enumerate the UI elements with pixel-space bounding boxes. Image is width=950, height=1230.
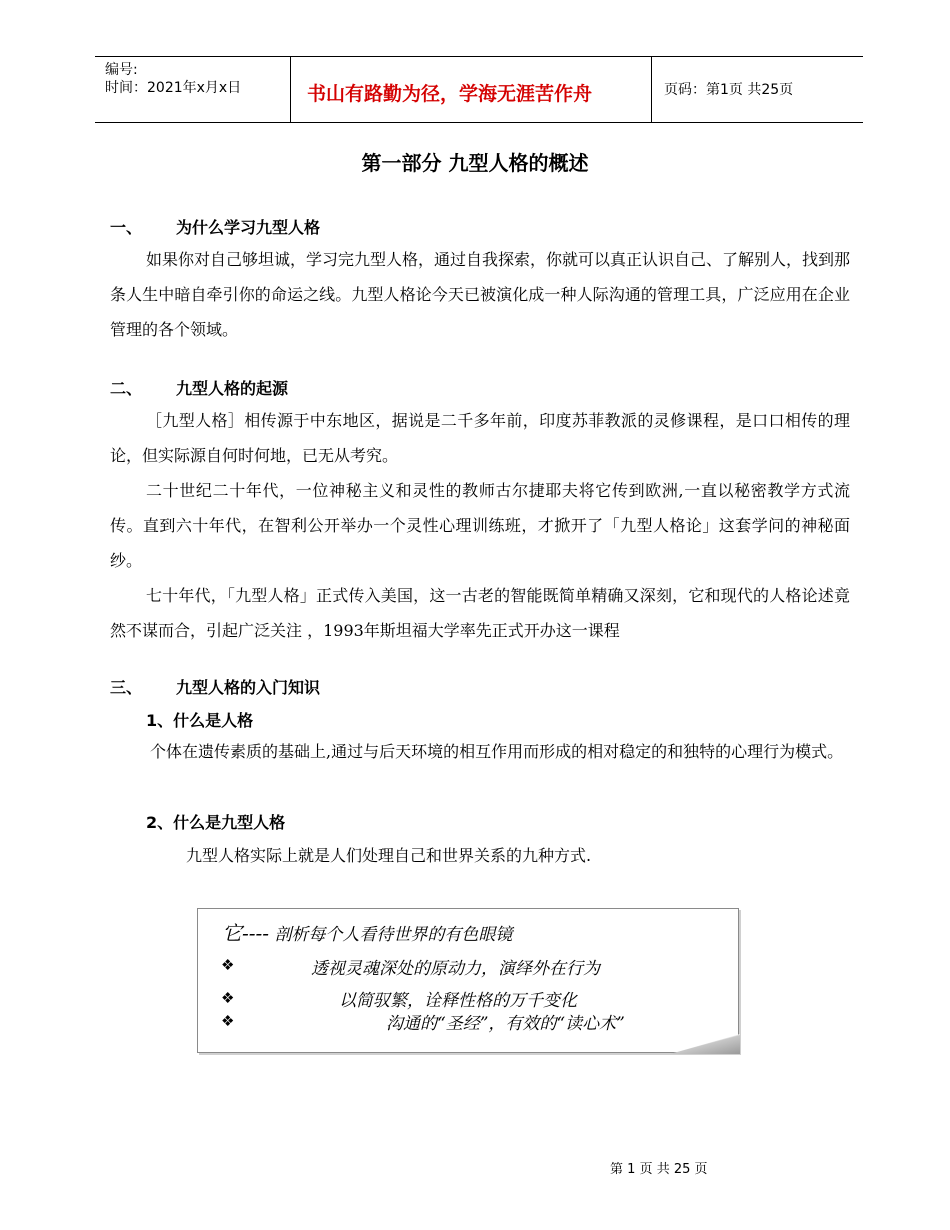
- header-divider-right: [651, 57, 652, 123]
- footer-suffix: 页: [694, 1162, 708, 1177]
- diamond-bullet-icon: ❖: [221, 1012, 235, 1030]
- diamond-bullet-icon: ❖: [221, 956, 235, 974]
- footer-total-pages: 25: [673, 1162, 691, 1177]
- footer-middle: 页 共: [639, 1162, 670, 1177]
- section-number: 一、: [110, 218, 143, 237]
- callout-text: 剖析每个人看待世界的有色眼镜: [274, 925, 513, 945]
- header-top-border: [95, 56, 863, 57]
- footer-page-number: 1: [627, 1162, 636, 1177]
- section-title: 为什么学习九型人格: [176, 218, 321, 237]
- paragraph: 七十年代，「九型人格」正式传入美国，这一古老的智能既简单精确又深刻，它和现代的人格论述竟然不谋而合，引起广泛关注 ，1993年斯坦福大学率先正式开办这一课程: [110, 586, 850, 640]
- header-motto: 书山有路勤为径，学海无涯苦作舟: [307, 83, 593, 105]
- section-heading-3: [110, 675, 320, 698]
- paragraph: 二十世纪二十年代，一位神秘主义和灵性的教师古尔捷耶夫将它传到欧洲,一直以秘密教学方式流传。直到六十年代，在智利公开举办一个灵性心理训练班，才掀开了「九型人格论」这套学问的神秘面纱。: [110, 481, 850, 570]
- section-number: 三、: [110, 678, 143, 697]
- page-curl-decoration: [670, 1034, 740, 1054]
- header-page-code: 页码：第1页 共25页: [664, 82, 794, 98]
- header-time: 时间：2021年x月x日: [105, 80, 242, 96]
- header-divider-left: [290, 57, 291, 123]
- section-number: 二、: [110, 379, 143, 398]
- paragraph: 个体在遗传素质的基础上,通过与后天环境的相互作用而形成的相对稳定的和独特的心理行为模式。: [150, 742, 844, 761]
- section-heading-2: [110, 376, 288, 399]
- callout-line-2: 以简驭繁，诠释性格的万千变化: [339, 991, 577, 1011]
- section-title: 九型人格的入门知识: [176, 678, 321, 697]
- callout-line-0: [222, 917, 512, 946]
- paragraph: 如果你对自己够坦诚，学习完九型人格，通过自我探索，你就可以真正认识自己、了解别人，找到那条人生中暗自牵引你的命运之线。九型人格论今天已被演化成一种人际沟通的管理工具，广泛应用在企业管理的各个领域。: [110, 250, 851, 339]
- footer-prefix: 第: [610, 1162, 624, 1177]
- callout-line-3: 沟通的“圣经”，有效的“读心术”: [386, 1014, 625, 1034]
- section-heading-1: [110, 215, 320, 238]
- callout-line-1: 透视灵魂深处的原动力，演绎外在行为: [311, 959, 600, 979]
- page-title: 第一部分 九型人格的概述: [361, 151, 589, 175]
- callout-lead: 它----: [222, 921, 270, 945]
- subsection-heading-1: 1、什么是人格: [146, 711, 254, 730]
- paragraph: ［九型人格］相传源于中东地区，据说是二千多年前，印度苏菲教派的灵修课程，是口口相传的理论，但实际源自何时何地，已无从考究。: [110, 411, 850, 465]
- subsection-heading-2: 2、什么是九型人格: [146, 813, 286, 832]
- header-bottom-border: [95, 122, 863, 123]
- callout-box: [197, 908, 739, 1053]
- section-title: 九型人格的起源: [176, 379, 289, 398]
- diamond-bullet-icon: ❖: [221, 989, 235, 1007]
- paragraph: 九型人格实际上就是人们处理自己和世界关系的九种方式.: [186, 846, 592, 865]
- header-number-label: 编号:: [105, 62, 138, 78]
- page-footer: [610, 1158, 708, 1177]
